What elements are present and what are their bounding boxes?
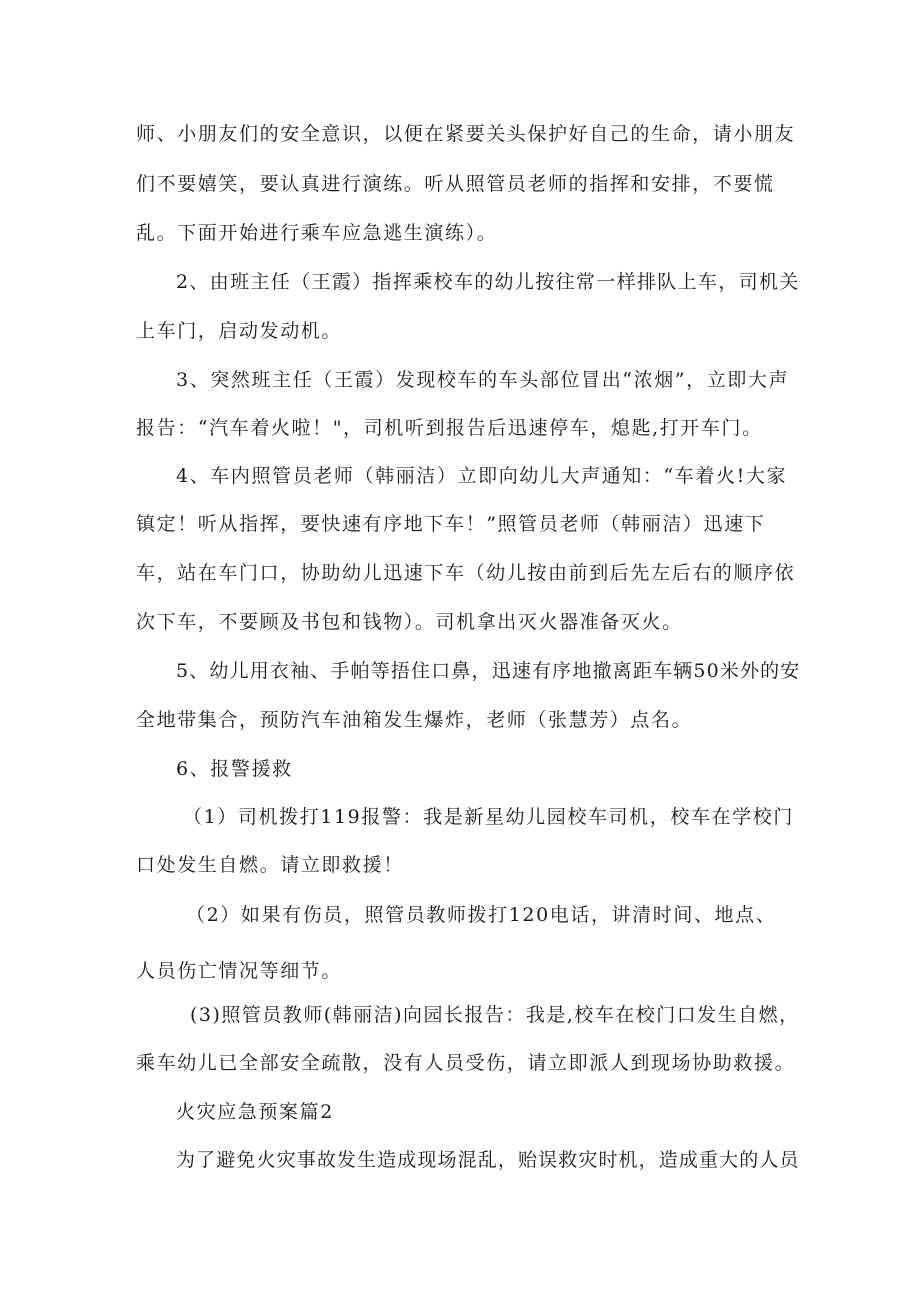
text-line: 上车门，启动发动机。 (136, 320, 343, 342)
text-line: 镇定！听从指挥，要快速有序地下车！”照管员老师（韩丽洁）迅速下 (136, 513, 766, 535)
text-line: 口处发生自燃。请立即救援！ (136, 854, 404, 876)
text-line: 们不要嬉笑，要认真进行演练。听从照管员老师的指挥和安排，不要慌 (136, 173, 775, 195)
text-line: （2）如果有伤员，照管员教师拨打120电话，讲清时间、地点、 (186, 904, 777, 926)
text-line: 人员伤亡情况等细节。 (136, 960, 343, 982)
text-line: 6、报警援救 (176, 758, 293, 780)
text-line: 5、幼儿用衣袖、手帕等捂住口鼻，迅速有序地撤离距车辆50米外的安 (176, 660, 801, 682)
text-line: 全地带集合，预防汽车油箱发生爆炸，老师（张慧芳）点名。 (136, 709, 693, 731)
text-line: 报告：“汽车着火啦！"，司机听到报告后迅速停车，熄匙,打开车门。 (136, 417, 763, 439)
text-line: 4、车内照管员老师（韩丽洁）立即向幼儿大声通知：“车着火!大家 (176, 465, 788, 487)
text-line: （1）司机拨打119报警：我是新星幼儿园校车司机，校车在学校门 (183, 806, 794, 828)
text-line: 次下车，不要顾及书包和钱物）。司机拿出灭火器准备灭火。 (136, 611, 683, 633)
text-line: 乱。下面开始进行乘车应急逃生演练）。 (136, 222, 498, 244)
text-line: 3、突然班主任（王霞）发现校车的车头部位冒出“浓烟”，立即大声 (176, 369, 790, 391)
text-line: (3)照管员教师(韩丽洁)向园长报告：我是,校车在校门口发生自燃， (190, 1004, 800, 1026)
section-heading: 火灾应急预案篇2 (176, 1101, 334, 1123)
text-line: 2、由班主任（王霞）指挥乘校车的幼儿按往常一样排队上车，司机关 (176, 271, 800, 293)
text-line: 车，站在车门口，协助幼儿迅速下车（幼儿按由前到后先左后右的顺序依 (136, 562, 796, 584)
text-line: 为了避免火灾事故发生造成现场混乱，贻误救灾时机，造成重大的人员 (176, 1149, 800, 1171)
text-line: 师、小朋友们的安全意识，以便在紧要关头保护好自己的生命，请小朋友 (136, 123, 796, 145)
text-line: 乘车幼儿已全部安全疏散，没有人员受伤，请立即派人到现场协助救援。 (136, 1052, 796, 1074)
